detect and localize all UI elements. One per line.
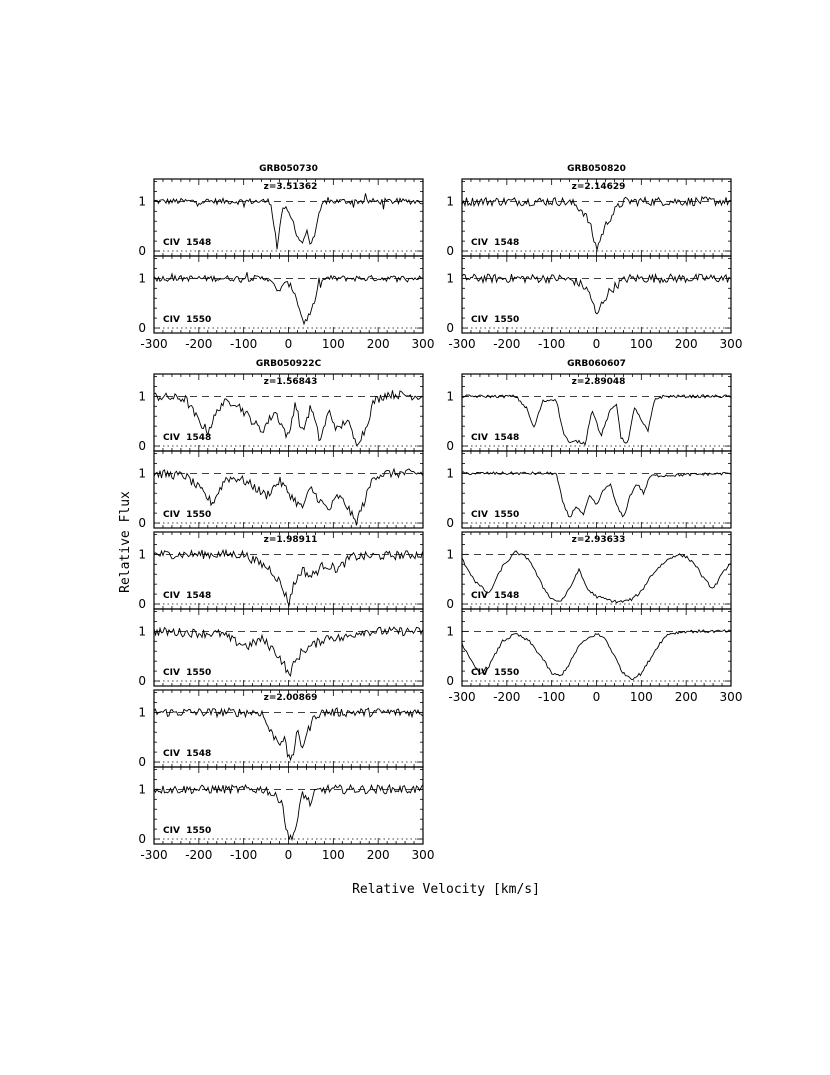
line-label: CIV 1550 [471, 668, 520, 679]
x-tick-label: 200 [366, 848, 390, 862]
y-tick-label: 1 [138, 194, 146, 209]
spectrum-block [138, 532, 423, 688]
x-tick-label: -200 [493, 337, 521, 351]
line-label: CIV 1548 [163, 591, 212, 602]
flux-trace [462, 274, 731, 314]
line-label: CIV 1548 [163, 749, 212, 760]
x-tick-label: -200 [185, 848, 213, 862]
line-label: CIV 1550 [163, 668, 212, 679]
y-tick-label: 1 [138, 547, 146, 562]
redshift-label: z=2.00869 [263, 693, 318, 703]
x-tick-label: 200 [366, 337, 390, 351]
spectrum-block [138, 359, 423, 530]
spectrum-panel [138, 374, 423, 453]
y-tick-label: 1 [446, 194, 454, 209]
x-tick-label: -300 [140, 337, 168, 351]
redshift-label: z=2.89048 [571, 377, 626, 387]
y-tick-label: 0 [138, 597, 146, 612]
y-tick-label: 0 [446, 244, 454, 259]
x-tick-label: -300 [448, 690, 476, 704]
spectrum-block [446, 532, 742, 704]
redshift-label: z=3.51362 [263, 182, 318, 192]
spectrum-block [446, 359, 731, 530]
y-tick-label: 1 [138, 624, 146, 639]
y-tick-label: 1 [446, 624, 454, 639]
spectrum-panel [446, 179, 731, 258]
spectrum-panel [138, 451, 423, 530]
block-title: GRB060607 [567, 359, 626, 369]
x-tick-label: 100 [629, 690, 653, 704]
line-label: CIV 1548 [471, 238, 520, 249]
x-tick-label: 100 [321, 337, 345, 351]
y-tick-label: 1 [138, 705, 146, 720]
x-tick-label: 0 [592, 337, 601, 351]
block-title: GRB050922C [255, 359, 322, 369]
x-tick-label: 300 [719, 690, 743, 704]
spectrum-panel [138, 532, 423, 611]
y-tick-label: 1 [138, 389, 146, 404]
y-tick-label: 0 [446, 597, 454, 612]
spectrum-panel [446, 532, 731, 611]
x-tick-label: -100 [538, 337, 566, 351]
spectrum-block [446, 164, 742, 351]
x-tick-label: -100 [230, 848, 258, 862]
y-tick-label: 1 [138, 271, 146, 286]
line-label: CIV 1550 [471, 510, 520, 521]
y-tick-label: 1 [446, 271, 454, 286]
line-label: CIV 1550 [163, 510, 212, 521]
spectrum-panel [138, 179, 423, 258]
y-tick-label: 0 [138, 516, 146, 531]
spectrum-panel [138, 690, 423, 769]
x-tick-label: 300 [411, 337, 435, 351]
y-tick-label: 1 [138, 466, 146, 481]
y-tick-label: 0 [138, 674, 146, 689]
y-tick-label: 0 [138, 244, 146, 259]
line-label: CIV 1548 [163, 433, 212, 444]
x-tick-label: 200 [674, 337, 698, 351]
spectrum-block [138, 164, 434, 351]
x-tick-label: -100 [230, 337, 258, 351]
y-tick-label: 0 [138, 439, 146, 454]
line-label: CIV 1550 [163, 315, 212, 326]
y-tick-label: 1 [446, 547, 454, 562]
x-tick-label: 0 [284, 337, 293, 351]
y-tick-label: 0 [138, 321, 146, 336]
x-axis-label: Relative Velocity [km/s] [352, 882, 540, 897]
x-tick-label: -200 [493, 690, 521, 704]
x-tick-label: 100 [629, 337, 653, 351]
x-tick-label: 0 [284, 848, 293, 862]
x-tick-label: 200 [674, 690, 698, 704]
spectrum-block [138, 690, 434, 862]
x-tick-label: 100 [321, 848, 345, 862]
spectrum-panel [138, 767, 423, 846]
spectrum-panel [446, 609, 731, 688]
spectrum-panel [446, 256, 731, 335]
x-tick-label: 300 [719, 337, 743, 351]
redshift-label: z=2.14629 [571, 182, 626, 192]
y-tick-label: 0 [138, 832, 146, 847]
plot-grid [138, 164, 742, 862]
y-tick-label: 1 [446, 389, 454, 404]
y-tick-label: 0 [446, 321, 454, 336]
x-tick-label: 300 [411, 848, 435, 862]
spectrum-panel [446, 451, 731, 530]
y-tick-label: 0 [446, 439, 454, 454]
block-title: GRB050730 [259, 164, 318, 174]
redshift-label: z=1.98911 [263, 535, 318, 545]
y-tick-label: 0 [138, 755, 146, 770]
y-tick-label: 1 [138, 782, 146, 797]
y-tick-label: 1 [446, 466, 454, 481]
line-label: CIV 1550 [163, 826, 212, 837]
line-label: CIV 1550 [471, 315, 520, 326]
y-axis-label: Relative Flux [118, 491, 133, 593]
line-label: CIV 1548 [471, 591, 520, 602]
line-label: CIV 1548 [163, 238, 212, 249]
x-tick-label: -300 [448, 337, 476, 351]
block-title: GRB050820 [567, 164, 626, 174]
x-tick-label: -300 [140, 848, 168, 862]
line-label: CIV 1548 [471, 433, 520, 444]
spectrum-panel [138, 609, 423, 688]
x-tick-label: -200 [185, 337, 213, 351]
y-tick-label: 0 [446, 516, 454, 531]
x-tick-label: 0 [592, 690, 601, 704]
spectrum-panel [446, 374, 731, 453]
y-tick-label: 0 [446, 674, 454, 689]
spectrum-panel [138, 256, 423, 335]
x-tick-label: -100 [538, 690, 566, 704]
redshift-label: z=2.93633 [571, 535, 626, 545]
redshift-label: z=1.56843 [263, 377, 318, 387]
